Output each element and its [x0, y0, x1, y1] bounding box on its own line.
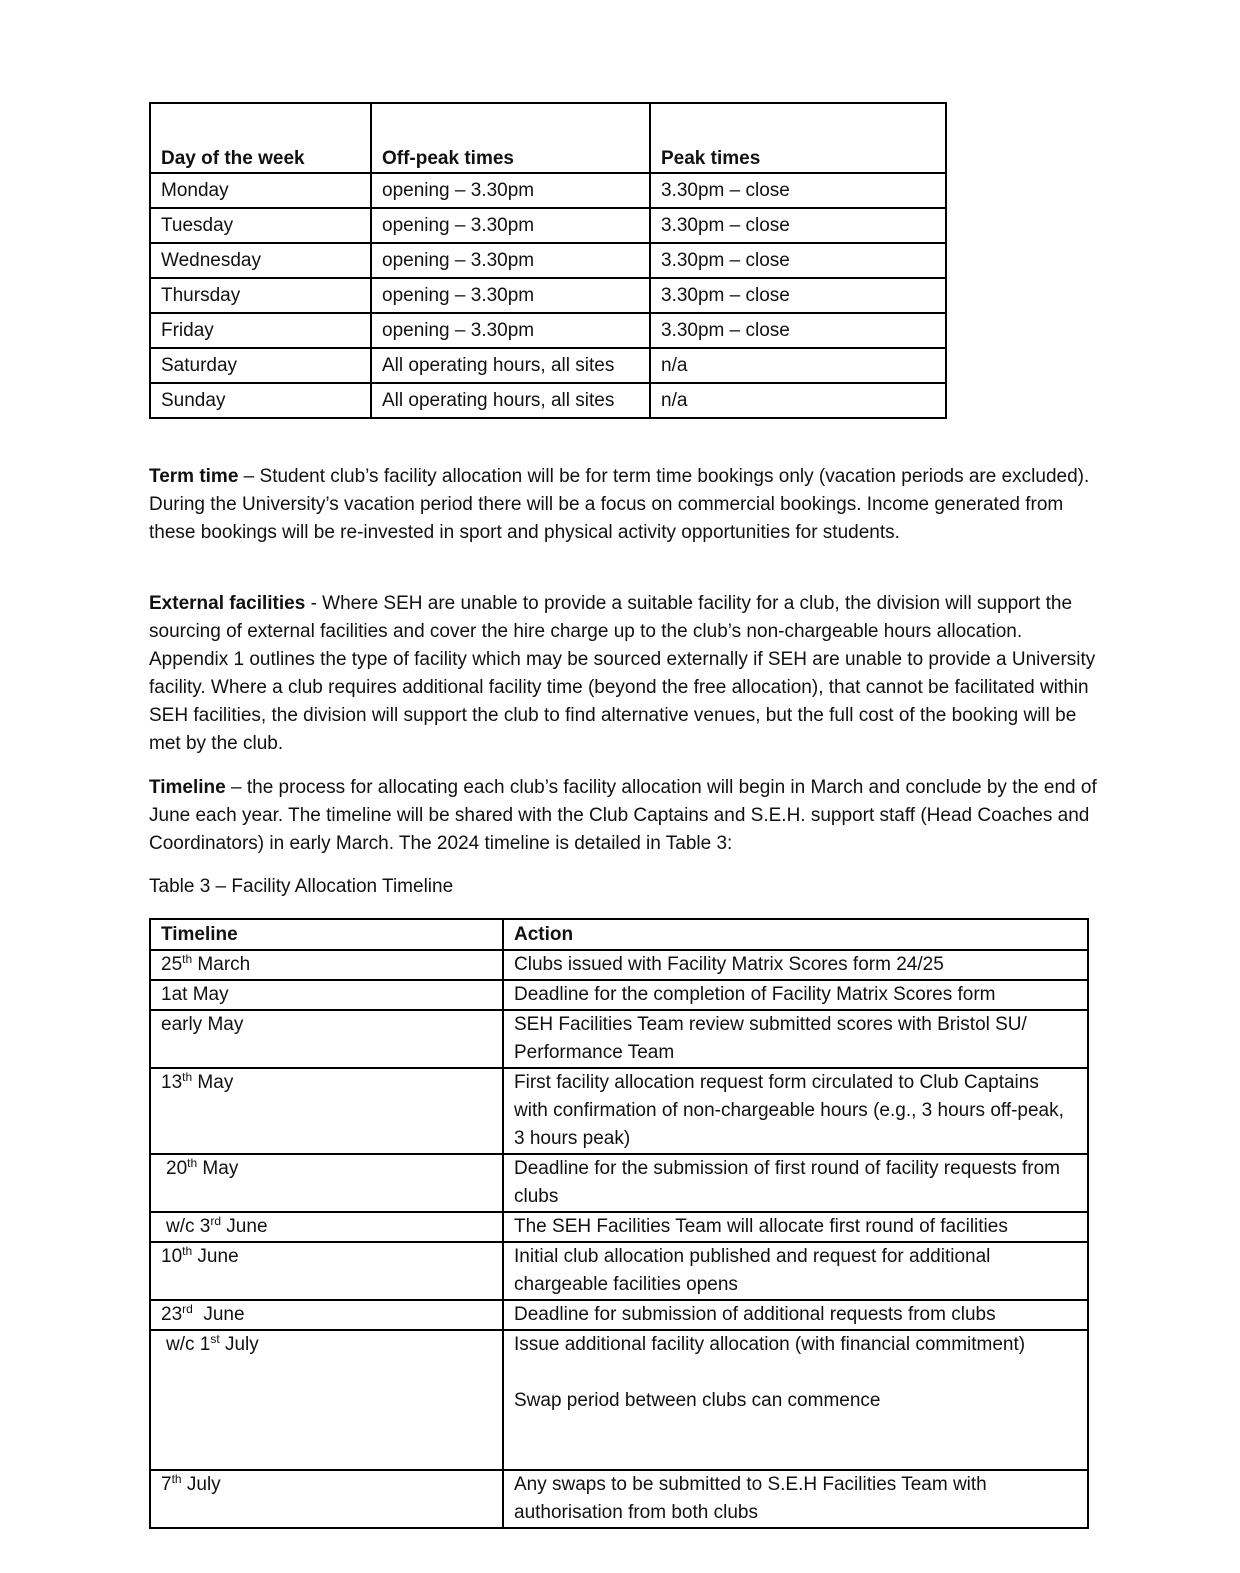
date-cell: w/c 3rd June [150, 1212, 503, 1242]
action-cell: Initial club allocation published and request for additional chargeable facilities opens [503, 1242, 1088, 1300]
off-peak-cell: opening – 3.30pm [371, 243, 650, 278]
peak-cell: 3.30pm – close [650, 173, 946, 208]
action-cell: Clubs issued with Facility Matrix Scores form 24/25 [503, 950, 1088, 980]
table-row [150, 278, 946, 313]
action-cell: First facility allocation request form circulated to Club Captains with confirmation of non-chargeable hours (e.g., 3 hours off-peak, 3 hours peak) [503, 1068, 1088, 1154]
peak-cell: 3.30pm – close [650, 278, 946, 313]
action-cell: SEH Facilities Team review submitted scores with Bristol SU/ Performance Team [503, 1010, 1088, 1068]
date-cell: 1at May [150, 980, 503, 1010]
peak-cell: 3.30pm – close [650, 243, 946, 278]
header-peak: Peak times [650, 103, 946, 173]
table-row [150, 1154, 1088, 1212]
day-cell: Thursday [150, 278, 371, 313]
table-row [150, 1010, 1088, 1068]
off-peak-cell: opening – 3.30pm [371, 313, 650, 348]
off-peak-cell: opening – 3.30pm [371, 173, 650, 208]
table-caption: Table 3 – Facility Allocation Timeline [149, 876, 454, 897]
off-peak-cell: All operating hours, all sites [371, 383, 650, 418]
table-row [150, 980, 1088, 1010]
header-timeline: Timeline [150, 919, 503, 950]
external-facilities-paragraph [149, 590, 1099, 758]
off-peak-cell: opening – 3.30pm [371, 278, 650, 313]
table-row [150, 348, 946, 383]
table-row [150, 243, 946, 278]
date-cell: w/c 1st July [150, 1330, 503, 1470]
table-row [150, 173, 946, 208]
table-row [150, 1300, 1088, 1330]
table-row [150, 1242, 1088, 1300]
date-cell: early May [150, 1010, 503, 1068]
external-facilities-heading: External facilities [149, 593, 306, 614]
table-row [150, 1068, 1088, 1154]
table-row [150, 313, 946, 348]
day-cell: Tuesday [150, 208, 371, 243]
table-header-row [150, 103, 946, 173]
header-action: Action [503, 919, 1088, 950]
peak-cell: 3.30pm – close [650, 313, 946, 348]
header-day: Day of the week [150, 103, 371, 173]
timeline-table [149, 918, 1089, 1529]
action-cell: The SEH Facilities Team will allocate first round of facilities [503, 1212, 1088, 1242]
action-cell: Deadline for submission of additional requests from clubs [503, 1300, 1088, 1330]
action-cell: Issue additional facility allocation (with financial commitment) Swap period between clubs can commence [503, 1330, 1088, 1470]
header-off-peak: Off-peak times [371, 103, 650, 173]
peak-cell: 3.30pm – close [650, 208, 946, 243]
date-cell: 10th June [150, 1242, 503, 1300]
external-facilities-text: - Where SEH are unable to provide a suitable facility for a club, the division will support the sourcing of external facilities and cover the hire charge up to the club’s non-chargeable hours allocation. Appendix 1 outlines the type of facility which may be sourced externally if SEH are unable to provide a University facility. Where a club requires additional facility time (beyond the free allocation), that cannot be facilitated within SEH facilities, the division will support the club to find alternative venues, but the full cost of the booking will be met by the club. [149, 593, 1096, 754]
date-cell: 13th May [150, 1068, 503, 1154]
peak-cell: n/a [650, 383, 946, 418]
action-cell: Deadline for the submission of first round of facility requests from clubs [503, 1154, 1088, 1212]
term-time-paragraph [149, 463, 1099, 547]
day-cell: Saturday [150, 348, 371, 383]
table-header-row [150, 919, 1088, 950]
table-row [150, 1470, 1088, 1528]
table-row [150, 950, 1088, 980]
day-cell: Friday [150, 313, 371, 348]
day-cell: Wednesday [150, 243, 371, 278]
action-cell: Any swaps to be submitted to S.E.H Facilities Team with authorisation from both clubs [503, 1470, 1088, 1528]
term-time-text: – Student club’s facility allocation will be for term time bookings only (vacation periods are excluded). During the University’s vacation period there will be a focus on commercial bookings. Income generated from these bookings will be re-invested in sport and physical activity opportunities for students. [149, 466, 1090, 543]
off-peak-cell: All operating hours, all sites [371, 348, 650, 383]
table-row [150, 208, 946, 243]
table-row [150, 1212, 1088, 1242]
date-cell: 23rd June [150, 1300, 503, 1330]
action-cell: Deadline for the completion of Facility Matrix Scores form [503, 980, 1088, 1010]
off-peak-cell: opening – 3.30pm [371, 208, 650, 243]
date-cell: 7th July [150, 1470, 503, 1528]
day-cell: Monday [150, 173, 371, 208]
timeline-heading: Timeline [149, 777, 226, 798]
peak-cell: n/a [650, 348, 946, 383]
day-cell: Sunday [150, 383, 371, 418]
table-row [150, 1330, 1088, 1470]
peak-times-table [149, 102, 947, 419]
timeline-paragraph [149, 774, 1099, 858]
term-time-heading: Term time [149, 466, 239, 487]
date-cell: 25th March [150, 950, 503, 980]
date-cell: 20th May [150, 1154, 503, 1212]
table-row [150, 383, 946, 418]
timeline-text: – the process for allocating each club’s facility allocation will begin in March and conclude by the end of June each year. The timeline will be shared with the Club Captains and S.E.H. support staff (Head Coaches and Coordinators) in early March. The 2024 timeline is detailed in Table 3: [149, 777, 1097, 854]
